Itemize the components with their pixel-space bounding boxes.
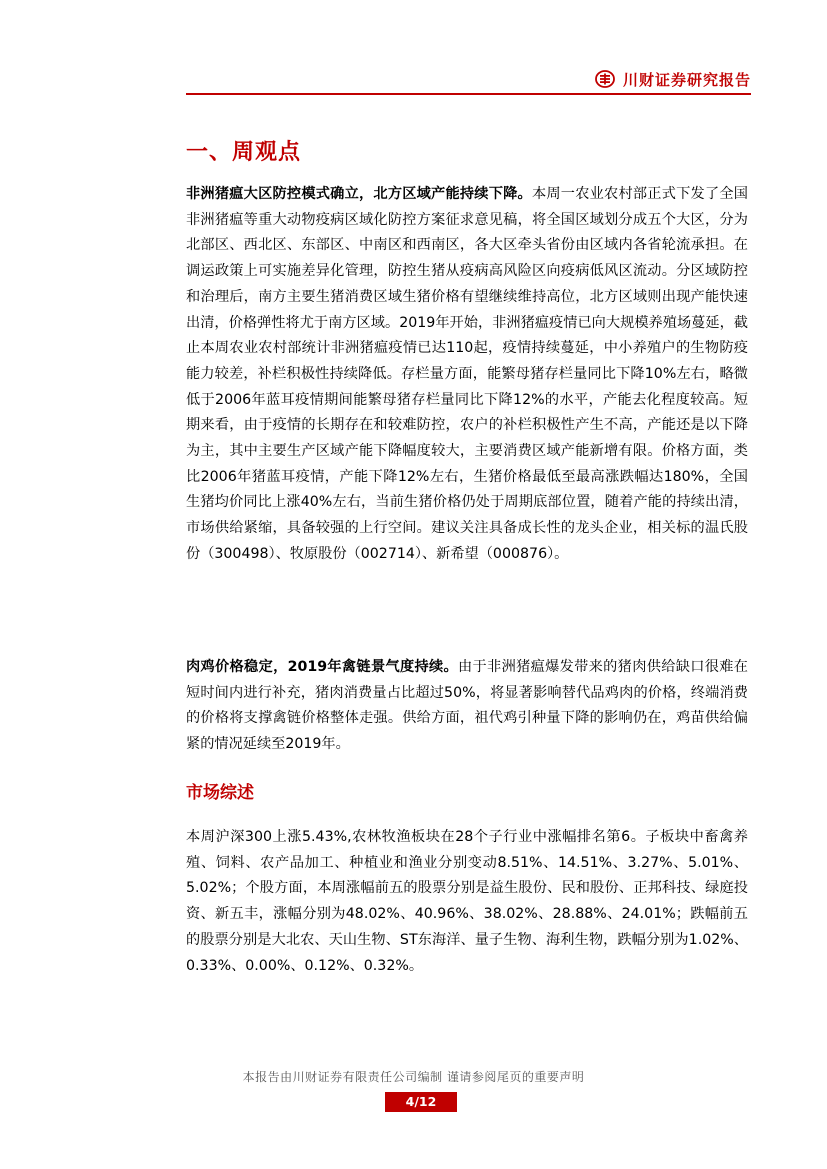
- paragraph-body: 本周一农业农村部正式下发了全国非洲猪瘟等重大动物疫病区域化防控方案征求意见稿，将全国区域划分成五个大区，分为北部区、西北区、东部区、中南区和西南区，各大区牵头省份由区域内各省轮流承担。在调运政策上可实施差异化管理，防控生猪从疫病高风险区向疫病低风区流动。分区域防控和治理后，南方主要生猪消费区域生猪价格有望继续维持高位，北方区域则出现产能快速出清，价格弹性将尤于南方区域。2019年开始，非洲猪瘟疫情已向大规模养殖场蔓延，截止本周农业农村部统计非洲猪瘟疫情已达110起，疫情持续蔓延，中小养殖户的生物防疫能力较差，补栏积极性持续降低。存栏量方面，能繁母猪存栏量同比下降10%左右，略微低于2006年蓝耳疫情期间能繁母猪存栏量同比下降12%的水平，产能去化程度较高。短期来看，由于疫情的长期存在和较难防控，农户的补栏积极性产生不高，产能还是以下降为主，其中主要生产区域产能下降幅度较大，主要消费区域产能新增有限。价格方面，类比2006年猪蓝耳疫情，产能下降12%左右，生猪价格最低至最高涨跌幅达180%，全国生猪均价同比上涨40%左右，当前生猪价格仍处于周期底部位置，随着产能的持续出清，市场供给紧缩，具备较强的上行空间。建议关注具备成长性的龙头企业，相关标的温氏股份（300498）、牧原股份（002714）、新希望（000876）。: [186, 186, 748, 562]
- header-divider: [186, 93, 751, 95]
- paragraph-market: 本周沪深300上涨5.43%,农林牧渔板块在28个子行业中涨幅排名第6。子板块中畜禽养殖、饲料、农产品加工、种植业和渔业分别变动8.51%、14.51%、3.27%、5.01%、5.02%；个股方面，本周涨幅前五的股票分别是益生股份、民和股份、正邦科技、绿庭投资、新五丰，涨幅分别为48.02%、40.96%、38.02%、28.88%、24.01%；跌幅前五的股票分别是大北农、天山生物、ST东海洋、量子生物、海利生物，跌幅分别为1.02%、0.33%、0.00%、0.12%、0.32%。: [186, 829, 748, 974]
- footer-disclaimer: 本报告由川财证券有限责任公司编制 谨请参阅尾页的重要声明: [242, 1070, 585, 1084]
- section-title: 一、周观点: [186, 140, 302, 165]
- paragraph-lead: 肉鸡价格稳定，2019年禽链景气度持续。: [186, 659, 459, 675]
- page-header: [186, 64, 751, 94]
- page-number: 4/12: [385, 1092, 457, 1112]
- market-section-title: 市场综述: [186, 783, 254, 803]
- paragraph-hog: [186, 182, 748, 568]
- paragraph-body: 由于非洲猪瘟爆发带来的猪肉供给缺口很难在短时间内进行补充，猪肉消费量占比超过50%，将显著影响替代品鸡肉的价格，终端消费的价格将支撑禽链价格整体走强。供给方面，祖代鸡引种量下降的影响仍在，鸡苗供给偏紧的情况延续至2019年。: [186, 659, 748, 753]
- brand: [595, 68, 751, 90]
- paragraph-lead: 非洲猪瘟大区防控模式确立，北方区域产能持续下降。: [186, 186, 532, 202]
- brand-name: 川财证券研究报告: [622, 70, 751, 89]
- paragraph-broiler: [186, 655, 748, 758]
- chuancai-logo-icon: [595, 70, 615, 88]
